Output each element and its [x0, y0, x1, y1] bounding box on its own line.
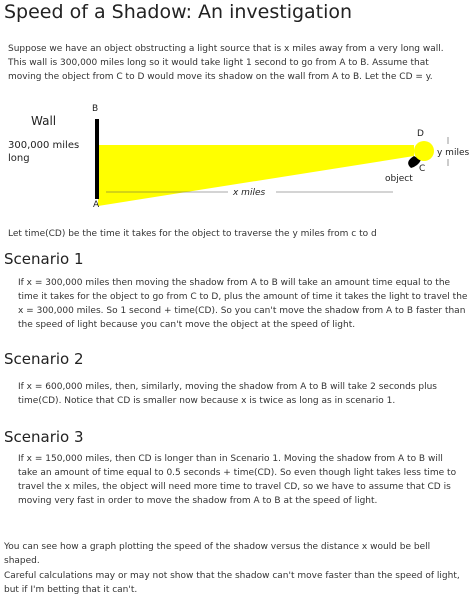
intro-paragraph: Suppose we have an object obstructing a light source that is x miles away from a very long wall. This wall is 300,000 miles long so it would take light 1 second to go from A to B. Assume that moving the object from C to D would move its shadow on the wall from A to B. Let the CD = y. [8, 44, 444, 82]
wall-bar [95, 119, 99, 199]
conclusion-paragraph-2: Careful calculations may or may not show that the shadow can't move faster than the speed of light, but if I'm betting that it can't. [4, 571, 460, 595]
point-d-label: D [417, 129, 424, 139]
point-c-label: C [419, 164, 426, 174]
scenario-1-heading: Scenario 1 [4, 250, 84, 268]
object-label: object [385, 174, 413, 184]
wall-length-label-line2: long [8, 153, 30, 164]
point-b-label: B [92, 104, 99, 114]
time-note: Let time(CD) be the time it takes for the object to traverse the y miles from c to d [8, 229, 377, 239]
wall-length-label-line1: 300,000 miles [8, 140, 80, 151]
wall-label: Wall [31, 114, 57, 128]
y-miles-label: y miles [437, 148, 470, 158]
conclusion-paragraph-1: You can see how a graph plotting the speed of the shadow versus the distance x would be bell shaped. [4, 542, 431, 566]
point-a-label: A [93, 200, 100, 210]
shadow-diagram [0, 0, 471, 215]
scenario-1-text: If x = 300,000 miles then moving the shadow from A to B will take an amount time equal to the time it takes for the object to go from C to D, plus the amount of time it takes the light to travel the x = 300,000 miles. So 1 second + time(CD). So you can't move the shadow from A to B faster than the speed of light because you can't move the object at the speed of light. [18, 278, 468, 330]
page-title: Speed of a Shadow: An investigation [4, 1, 353, 23]
scenario-2-text: If x = 600,000 miles, then, similarly, moving the shadow from A to B will take 2 seconds plus time(CD). Notice that CD is smaller now because x is twice as long as in scenario 1. [18, 382, 437, 406]
light-source-icon [414, 141, 434, 161]
scenario-2-heading: Scenario 2 [4, 350, 84, 368]
x-miles-label: x miles [233, 188, 266, 198]
scenario-3-heading: Scenario 3 [4, 428, 84, 446]
scenario-3-text: If x = 150,000 miles, then CD is longer than in Scenario 1. Moving the shadow from A to B will take an amount of time equal to 0.5 seconds + time(CD). So even though light takes less time to travel the x miles, the object will need more time to travel CD, so we have to assume that CD is moving very fast in order to move the shadow from A to B at the speed of light. [18, 454, 457, 506]
